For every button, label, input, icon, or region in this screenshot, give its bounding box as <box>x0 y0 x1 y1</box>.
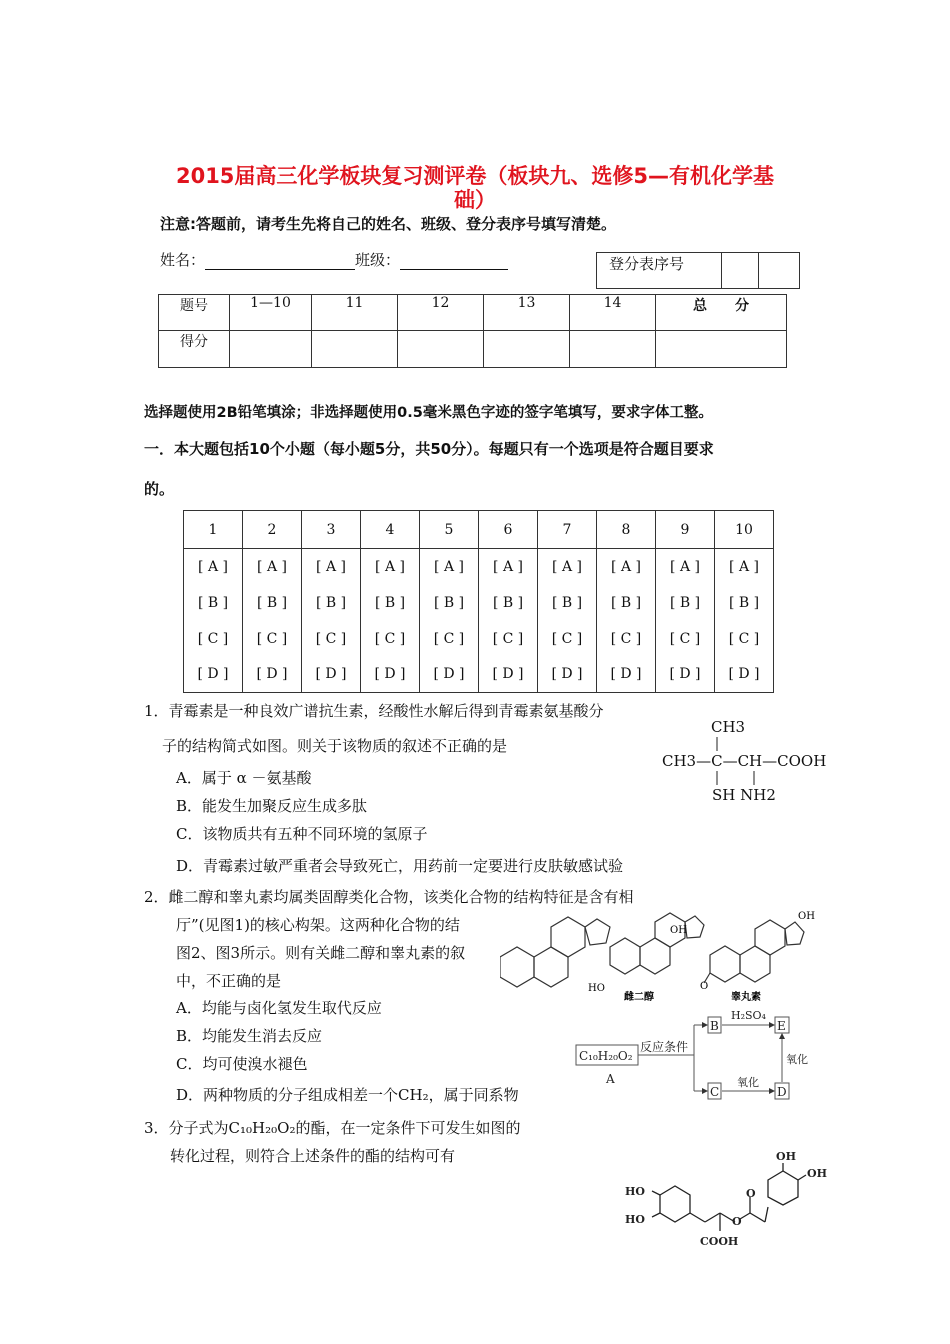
formula-bottom: SH NH2 <box>712 786 776 804</box>
answer-bubble[interactable]: [ B ] <box>243 585 302 621</box>
answer-bubble[interactable]: [ A ] <box>597 549 656 585</box>
rosmarinic-acid-structure <box>620 1145 835 1250</box>
score-table <box>158 294 787 368</box>
o-label: O <box>746 1187 756 1200</box>
answer-bubble[interactable]: [ D ] <box>479 657 538 693</box>
answer-number: 9 <box>656 511 715 549</box>
condition-label: 反应条件 <box>640 1040 689 1054</box>
score-header: 总 分 <box>656 295 787 331</box>
compound-b: B <box>710 1019 719 1033</box>
score-header: 12 <box>398 295 484 331</box>
answer-bubble[interactable]: [ C ] <box>420 621 479 657</box>
compound-d: D <box>777 1085 787 1099</box>
answer-bubble[interactable]: [ B ] <box>597 585 656 621</box>
exam-title-cont: 础） <box>454 188 496 212</box>
answer-bubble[interactable]: [ B ] <box>420 585 479 621</box>
q2-stem: 2．雌二醇和睾丸素均属类固醇类化合物，该类化合物的结构特征是含有相 <box>144 888 634 906</box>
answer-bubble[interactable]: [ D ] <box>243 657 302 693</box>
exam-title: 2015届高三化学板块复习测评卷（板块九、选修5—有机化学基 <box>175 164 775 188</box>
answer-bubble[interactable]: [ C ] <box>243 621 302 657</box>
o-label: O <box>700 981 709 992</box>
score-row-label: 得分 <box>159 331 230 368</box>
answer-bubble[interactable]: [ D ] <box>715 657 774 693</box>
answer-bubble[interactable]: [ D ] <box>361 657 420 693</box>
answer-bubble[interactable]: [ B ] <box>361 585 420 621</box>
answer-bubble[interactable]: [ B ] <box>538 585 597 621</box>
q2-option-a: A．均能与卤化氢发生取代反应 <box>176 999 382 1017</box>
q1-option-d: D．青霉素过敏严重者会导致死亡，用药前一定要进行皮肤敏感试验 <box>176 857 624 875</box>
q3-stem-cont: 转化过程，则符合上述条件的酯的结构可有 <box>170 1147 456 1165</box>
score-cell[interactable] <box>312 331 398 368</box>
answer-bubble[interactable]: [ B ] <box>715 585 774 621</box>
ho-label: HO <box>625 1185 645 1198</box>
q1-option-b: B．能发生加聚反应生成多肽 <box>176 797 368 815</box>
score-header: 1—10 <box>230 295 312 331</box>
answer-bubble[interactable]: [ A ] <box>184 549 243 585</box>
steroid-figures <box>500 907 820 1003</box>
score-cell[interactable] <box>570 331 656 368</box>
q2-option-d: D．两种物质的分子组成相差一个CH₂，属于同系物 <box>176 1086 519 1104</box>
oxidation-label: 氧化 <box>737 1076 759 1089</box>
oh-label: OH <box>798 911 815 922</box>
answer-bubble[interactable]: [ B ] <box>656 585 715 621</box>
answer-number: 7 <box>538 511 597 549</box>
answer-bubble[interactable]: [ B ] <box>184 585 243 621</box>
oh-label: OH <box>807 1167 827 1180</box>
answer-bubble[interactable]: [ D ] <box>597 657 656 693</box>
reaction-scheme <box>574 1005 814 1103</box>
q2-option-b: B．均能发生消去反应 <box>176 1027 323 1045</box>
answer-bubble[interactable]: [ A ] <box>302 549 361 585</box>
steroid-core-skeleton <box>500 913 804 987</box>
q1-option-c: C．该物质共有五种不同环境的氢原子 <box>176 825 428 843</box>
score-header: 13 <box>484 295 570 331</box>
register-label: 登分表序号 <box>597 253 722 289</box>
answer-number: 4 <box>361 511 420 549</box>
register-cell[interactable] <box>759 253 800 289</box>
compound-a-label: A <box>606 1072 615 1086</box>
h2so4-label: H₂SO₄ <box>731 1009 766 1022</box>
q1-stem: 1．青霉素是一种良效广谱抗生素，经酸性水解后得到青霉素氨基酸分 <box>144 702 604 720</box>
q2-option-c: C．均可使溴水褪色 <box>176 1055 308 1073</box>
answer-bubble[interactable]: [ D ] <box>302 657 361 693</box>
formula-main: CH3—C—CH—COOH <box>662 752 827 770</box>
register-cell[interactable] <box>722 253 759 289</box>
ho-label: HO <box>625 1213 645 1226</box>
o-label: O <box>732 1215 742 1228</box>
answer-bubble[interactable]: [ A ] <box>420 549 479 585</box>
answer-bubble[interactable]: [ C ] <box>302 621 361 657</box>
score-cell[interactable] <box>656 331 787 368</box>
testosterone-label: 睾丸素 <box>731 992 761 1003</box>
oh-label: OH <box>776 1150 796 1163</box>
answer-bubble[interactable]: [ A ] <box>538 549 597 585</box>
notice: 注意:答题前，请考生先将自己的姓名、班级、登分表序号填写清楚。 <box>160 215 617 233</box>
answer-number: 2 <box>243 511 302 549</box>
cooh-label: COOH <box>700 1235 739 1248</box>
q1-stem-cont: 子的结构简式如图。则关于该物质的叙述不正确的是 <box>162 737 508 755</box>
score-cell[interactable] <box>398 331 484 368</box>
ho-label: HO <box>588 983 605 994</box>
score-header: 题号 <box>159 295 230 331</box>
name-label: 姓名： <box>160 251 206 269</box>
answer-bubble[interactable]: [ A ] <box>479 549 538 585</box>
oh-label: OH <box>670 925 687 936</box>
answer-bubble[interactable]: [ B ] <box>302 585 361 621</box>
class-field[interactable] <box>400 253 508 270</box>
answer-bubble[interactable]: [ A ] <box>243 549 302 585</box>
compound-a-formula: C₁₀H₂₀O₂ <box>579 1049 633 1063</box>
answer-number: 6 <box>479 511 538 549</box>
answer-bubble[interactable]: [ C ] <box>184 621 243 657</box>
q2-stem-cont: 图2、图3所示。则有关雌二醇和睾丸素的叙 <box>176 944 466 962</box>
instruction: 选择题使用2B铅笔填涂；非选择题使用0.5毫米黑色字迹的签字笔填写，要求字体工整。 <box>144 405 713 421</box>
formula-top: CH3 <box>711 718 746 736</box>
oxidation-label: 氧化 <box>786 1053 808 1066</box>
section-heading: 一．本大题包括10个小题（每小题5分，共50分）。每题只有一个选项是符合题目要求 <box>144 440 714 458</box>
answer-number: 5 <box>420 511 479 549</box>
section-heading-cont: 的。 <box>144 480 175 498</box>
answer-bubble[interactable]: [ D ] <box>420 657 479 693</box>
q1-option-a: A．属于 α －氨基酸 <box>176 769 312 787</box>
name-field[interactable] <box>205 253 355 270</box>
register-table <box>596 252 800 289</box>
name-class-line <box>160 249 508 270</box>
compound-e: E <box>777 1019 786 1033</box>
answer-sheet <box>183 510 774 693</box>
compound-c: C <box>710 1085 720 1099</box>
answer-number: 10 <box>715 511 774 549</box>
answer-bubble[interactable]: [ D ] <box>538 657 597 693</box>
answer-number: 1 <box>184 511 243 549</box>
q2-stem-cont: 厅”(见图1)的核心构架。这两种化合物的结 <box>176 916 460 934</box>
estradiol-label: 雌二醇 <box>624 992 654 1003</box>
score-header: 14 <box>570 295 656 331</box>
answer-number: 3 <box>302 511 361 549</box>
answer-bubble[interactable]: [ A ] <box>656 549 715 585</box>
score-cell[interactable] <box>484 331 570 368</box>
score-cell[interactable] <box>230 331 312 368</box>
answer-bubble[interactable]: [ A ] <box>361 549 420 585</box>
answer-bubble[interactable]: [ C ] <box>361 621 420 657</box>
answer-bubble[interactable]: [ B ] <box>479 585 538 621</box>
answer-bubble[interactable]: [ C ] <box>538 621 597 657</box>
score-header: 11 <box>312 295 398 331</box>
class-label: 班级： <box>355 251 401 269</box>
answer-number: 8 <box>597 511 656 549</box>
answer-bubble[interactable]: [ C ] <box>479 621 538 657</box>
answer-bubble[interactable]: [ C ] <box>597 621 656 657</box>
q2-stem-cont: 中，不正确的是 <box>176 972 282 990</box>
answer-bubble[interactable]: [ D ] <box>184 657 243 693</box>
answer-bubble[interactable]: [ D ] <box>656 657 715 693</box>
answer-bubble[interactable]: [ A ] <box>715 549 774 585</box>
answer-bubble[interactable]: [ C ] <box>715 621 774 657</box>
formula-bonds <box>700 735 780 795</box>
answer-bubble[interactable]: [ C ] <box>656 621 715 657</box>
q3-stem: 3．分子式为C₁₀H₂₀O₂的酯，在一定条件下可发生如图的 <box>144 1119 521 1137</box>
